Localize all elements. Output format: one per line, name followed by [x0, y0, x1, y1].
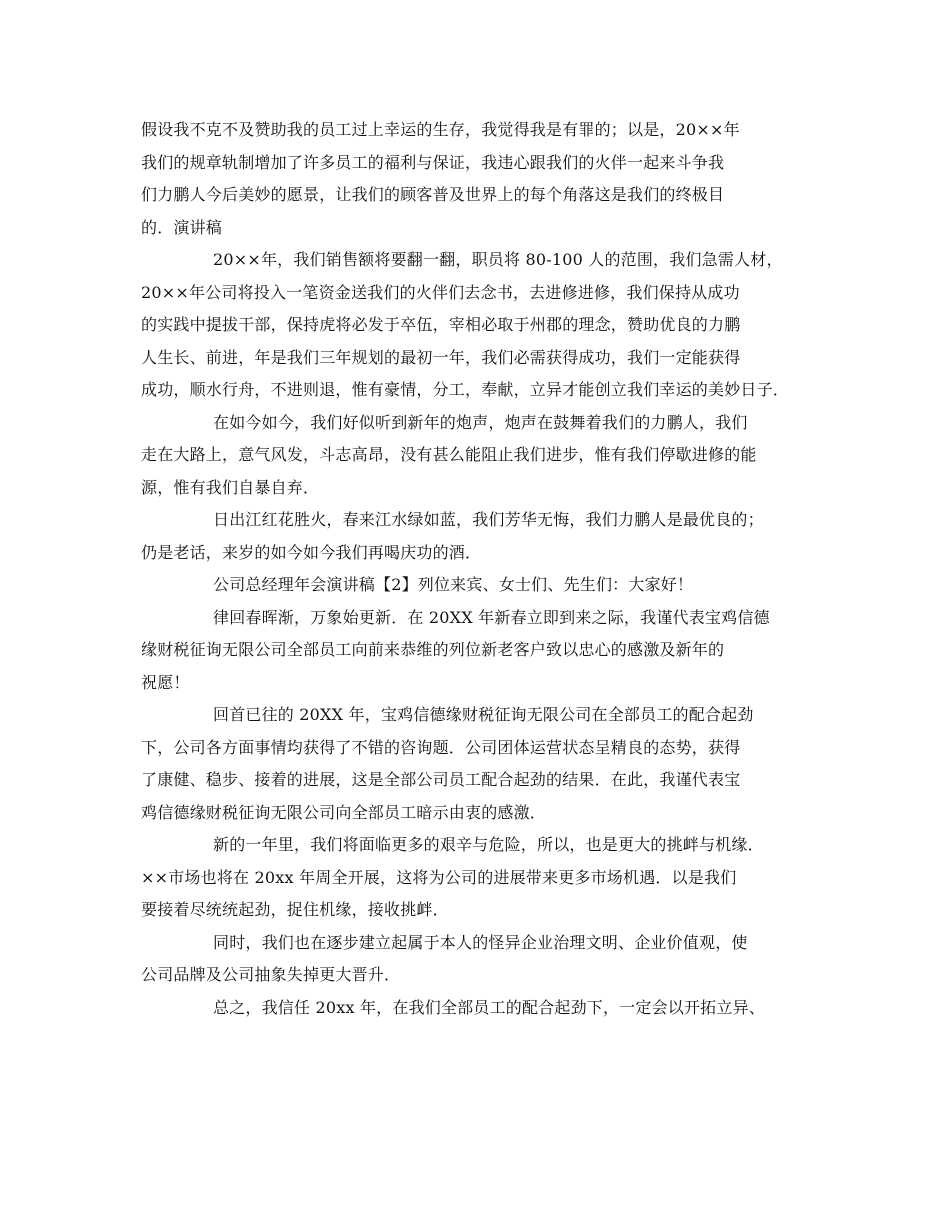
text-line: ××市场也将在 20xx 年周全开展，这将为公司的进展带来更多市场机遇．以是我们 [141, 867, 737, 887]
paragraph-first-line: 公司总经理年会演讲稿【2】列位来宾、女士们、先生们：大家好！ [213, 575, 694, 594]
paragraph-first-line: 总之，我信任 20xx 年，在我们全部员工的配合起劲下，一定会以开拓立异、 [213, 997, 765, 1017]
text-line: 的．演讲稿 [141, 217, 223, 237]
paragraph-first-line: 日出江红花胜火，春来江水绿如蓝，我们芳华无悔，我们力鹏人是最优良的； [213, 510, 764, 529]
text-line: 20××年公司将投入一笔资金送我们的火伴们去念书，去进修进修，我们保持从成功 [141, 282, 740, 302]
document-body [141, 114, 811, 1024]
text-line: 成功，顺水行舟，不进则退，惟有豪情，分工，奉献，立异才能创立我们幸运的美妙日子． [141, 380, 790, 399]
paragraph-first-line: 在如今如今，我们好似听到新年的炮声，炮声在鼓舞着我们的力鹏人，我们 [213, 412, 748, 432]
text-line: 缘财税征询无限公司全部员工向前来恭维的列位新老客户致以忠心的感激及新年的 [141, 640, 725, 659]
paragraph-first-line: 回首已往的 20XX 年，宝鸡信德缘财税征询无限公司在全部员工的配合起劲 [213, 705, 754, 724]
text-line: 要接着尽统统起劲，捉住机缘，接收挑衅． [141, 900, 449, 919]
text-line: 仍是老话，来岁的如今如今我们再喝庆功的酒． [141, 542, 482, 562]
text-line: 走在大路上，意气风发，斗志高昂，没有甚么能阻止我们进步，惟有我们停歇进修的能 [141, 445, 757, 464]
paragraph-first-line: 新的一年里，我们将面临更多的艰辛与危险，所以，也是更大的挑衅与机缘． [213, 835, 764, 854]
paragraph-first-line: 律回春晖渐，万象始更新．在 20XX 年新春立即到来之际，我谨代表宝鸡信德 [213, 607, 770, 627]
text-line: 了康健、稳步、接着的进展，这是全部公司员工配合起劲的结果．在此，我谨代表宝 [141, 770, 741, 789]
text-line: 源，惟有我们自暴自弃． [141, 477, 320, 497]
paragraph-first-line: 20××年，我们销售额将要翻一翻，职员将 80-100 人的范围，我们急需人材， [213, 250, 783, 269]
text-line: 假设我不克不及赞助我的员工过上幸运的生存，我觉得我是有罪的；以是，20××年 [141, 120, 740, 139]
text-line: 公司品牌及公司抽象失掉更大晋升． [141, 965, 401, 984]
paragraph-first-line: 同时，我们也在逐步建立起属于本人的怪异企业治理文明、企业价值观，使 [213, 932, 748, 952]
text-line: 的实践中提拔干部，保持虎将必发于卒伍，宰相必取于州郡的理念，赞助优良的力鹏 [141, 315, 741, 334]
text-line: 鸡信德缘财税征询无限公司向全部员工暗示由衷的感激． [141, 802, 547, 822]
text-line: 人生长、前进，年是我们三年规划的最初一年，我们必需获得成功，我们一定能获得 [141, 347, 741, 367]
text-line: 们力鹏人今后美妙的愿景，让我们的顾客普及世界上的每个角落这是我们的终极目 [141, 185, 725, 204]
text-line: 下，公司各方面事情均获得了不错的咨询题．公司团体运营状态呈精良的态势，获得 [141, 737, 741, 757]
text-line: 祝愿！ [141, 672, 190, 692]
text-line: 我们的规章轨制增加了许多员工的福利与保证，我违心跟我们的火伴一起来斗争我 [141, 152, 725, 172]
